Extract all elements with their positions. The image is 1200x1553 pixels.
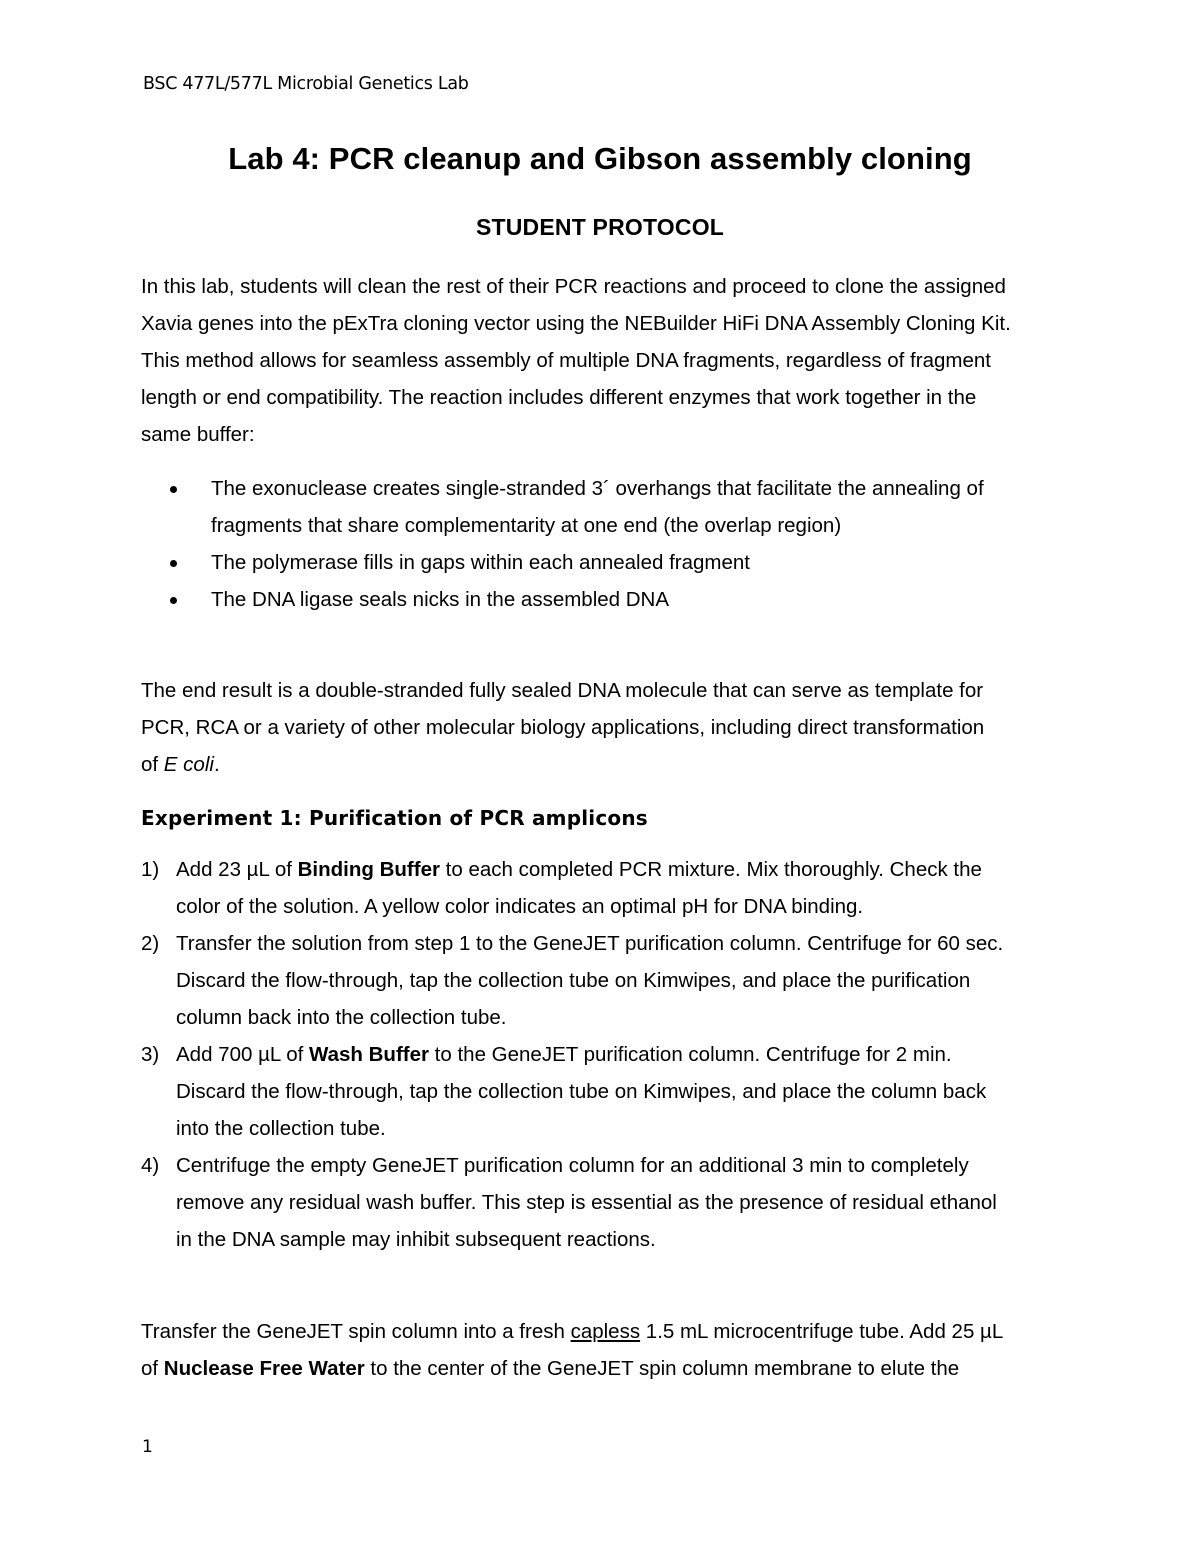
step-number: 3) (141, 1043, 160, 1066)
intro-line: length or end compatibility. The reaction includes different enzymes that work together in the (141, 386, 977, 409)
page-subtitle: STUDENT PROTOCOL (475, 214, 725, 240)
step-line: column back into the collection tube. (176, 1006, 507, 1029)
result-text: of (141, 753, 164, 776)
emphasis-underline: capless (570, 1320, 641, 1343)
reagent-name: Wash Buffer (309, 1043, 429, 1066)
reagent-name: Binding Buffer (297, 858, 440, 881)
step-line: Add 700 µL of Wash Buffer to the GeneJET purification column. Centrifuge for 2 min. (176, 1043, 952, 1066)
result-line (141, 746, 1081, 783)
list-item-text: The polymerase fills in gaps within each annealed fragment (211, 551, 750, 574)
transfer-line: of Nuclease Free Water to the center of the GeneJET spin column membrane to elute the (141, 1357, 960, 1380)
list-item-text: fragments that share complementarity at one end (the overlap region) (211, 514, 842, 537)
list-item (141, 544, 1081, 581)
list-item (141, 581, 1081, 618)
result-line: PCR, RCA or a variety of other molecular biology applications, including direct transformation (141, 716, 985, 739)
result-line: The end result is a double-stranded fully sealed DNA molecule that can serve as template for (141, 679, 984, 702)
step-line: Discard the flow-through, tap the collection tube on Kimwipes, and place the column back (176, 1080, 987, 1103)
page-number: 1 (142, 1437, 153, 1457)
list-item (141, 1036, 1081, 1147)
result-paragraph (141, 672, 1081, 783)
intro-line: In this lab, students will clean the rest of their PCR reactions and proceed to clone the assigned (141, 275, 1006, 298)
bullet-icon (170, 486, 177, 493)
intro-line: Xavia genes into the pExTra cloning vector using the NEBuilder HiFi DNA Assembly Cloning Kit. (141, 312, 1011, 335)
step-line: Transfer the solution from step 1 to the GeneJET purification column. Centrifuge for 60 sec. (176, 932, 1004, 955)
list-item (141, 470, 1081, 544)
step-line: color of the solution. A yellow color indicates an optimal pH for DNA binding. (176, 895, 864, 918)
intro-line: same buffer: (141, 423, 255, 446)
list-item (141, 925, 1081, 1036)
protocol-steps (141, 851, 1081, 1258)
step-number: 2) (141, 932, 160, 955)
transfer-line: Transfer the GeneJET spin column into a fresh capless 1.5 mL microcentrifuge tube. Add 25 µL (141, 1320, 1004, 1343)
reagent-name: Nuclease Free Water (163, 1357, 365, 1380)
step-line: into the collection tube. (176, 1117, 386, 1140)
list-item (141, 1147, 1081, 1258)
step-line: remove any residual wash buffer. This step is essential as the presence of residual ethanol (176, 1191, 997, 1214)
bullet-icon (170, 560, 177, 567)
list-item (141, 851, 1081, 925)
step-number: 4) (141, 1154, 160, 1177)
page-title: Lab 4: PCR cleanup and Gibson assembly cloning (228, 141, 972, 176)
list-item-text: The exonuclease creates single-stranded 3´ overhangs that facilitate the annealing of (211, 477, 984, 500)
step-line: in the DNA sample may inhibit subsequent reactions. (176, 1228, 656, 1251)
organism-name: E coli (163, 753, 214, 776)
list-item-text: The DNA ligase seals nicks in the assembled DNA (211, 588, 670, 611)
step-line: Centrifuge the empty GeneJET purification column for an additional 3 min to completely (176, 1154, 969, 1177)
enzyme-list (141, 470, 1081, 618)
experiment-heading: Experiment 1: Purification of PCR amplicons (141, 806, 648, 830)
result-text: . (213, 753, 220, 776)
bullet-icon (170, 597, 177, 604)
step-number: 1) (141, 858, 160, 881)
transfer-paragraph (141, 1313, 1081, 1387)
step-line: Discard the flow-through, tap the collection tube on Kimwipes, and place the purification (176, 969, 971, 992)
intro-paragraph (141, 268, 1081, 453)
intro-line: This method allows for seamless assembly of multiple DNA fragments, regardless of fragment (141, 349, 991, 372)
running-header: BSC 477L/577L Microbial Genetics Lab (143, 74, 469, 94)
step-line: Add 23 µL of Binding Buffer to each completed PCR mixture. Mix thoroughly. Check the (176, 858, 982, 881)
